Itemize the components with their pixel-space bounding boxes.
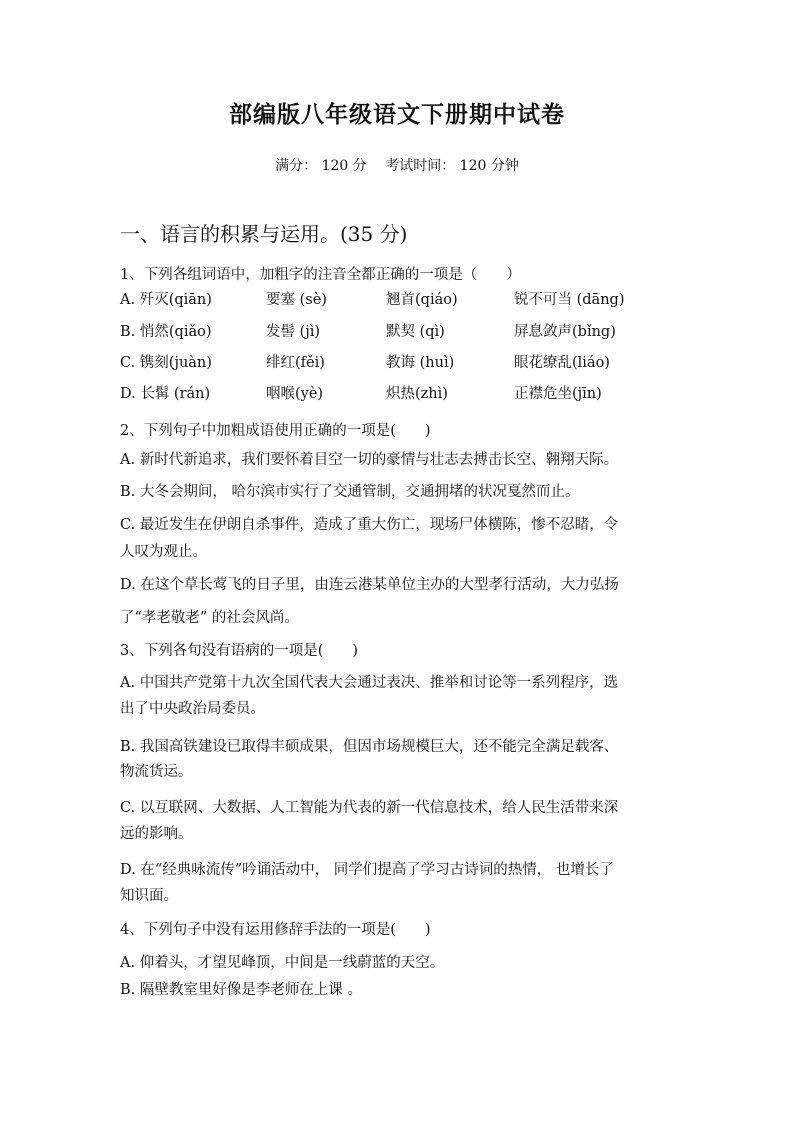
q1-option-word: 镌刻(juàn) bbox=[139, 355, 212, 371]
q1-option-a-word-4: 锐不可当 (dāng) bbox=[514, 292, 625, 308]
q1-option-label: B. bbox=[120, 324, 136, 340]
q3-option-c-line1: C. 以互联网、大数据、人工智能为代表的新一代信息技术，给人民生活带来深 bbox=[120, 800, 619, 816]
q4-option-a: A. 仰着头，才望见峰顶，中间是一线蔚蓝的天空。 bbox=[120, 955, 445, 971]
q1-option-label: C. bbox=[120, 355, 136, 371]
q2-option-a: A. 新时代新追求，我们要怀着目空一切的豪情与壮志去搏击长空、翱翔天际。 bbox=[120, 452, 619, 468]
q3-option-a-line1: A. 中国共产党第十九次全国代表大会通过表决、推举和讨论等一系列程序，选 bbox=[120, 675, 619, 691]
q3-option-d-line2: 知识面。 bbox=[120, 888, 178, 904]
exam-time: 考试时间： 120 分钟 bbox=[385, 158, 519, 174]
q1-option-a-word-1 bbox=[120, 288, 212, 309]
q3-option-b-line1: B. 我国高铁建设已取得丰硕成果，但因市场规模巨大，还不能完全满足载客、 bbox=[120, 739, 619, 755]
q1-option-d-word-4: 正襟危坐(jīn) bbox=[514, 386, 602, 402]
q2-option-c-line2: 人叹为观止。 bbox=[120, 544, 207, 560]
q1-option-c-word-1 bbox=[120, 351, 212, 372]
q1-option-c-word-3: 教诲 (huì) bbox=[386, 355, 455, 371]
section-heading: 一、语言的积累与运用。(35 分) bbox=[120, 222, 408, 246]
q1-option-b-word-3: 默契 (qì) bbox=[386, 324, 445, 340]
q3-option-d-line1: D. 在“经典咏流传”吟诵活动中， 同学们提高了学习古诗词的热情， 也增长了 bbox=[120, 862, 614, 878]
q2-option-d-line2: 了“孝老敬老” 的社会风尚。 bbox=[120, 610, 299, 626]
exam-meta bbox=[0, 155, 794, 175]
q2-option-d-line1: D. 在这个草长莺飞的日子里，由连云港某单位主办的大型孝行活动，大力弘扬 bbox=[120, 577, 619, 593]
full-score: 满分： 120 分 bbox=[275, 158, 367, 174]
q1-option-c-word-4: 眼花缭乱(liáo) bbox=[514, 355, 610, 371]
q2-stem: 2、下列句子中加粗成语使用正确的一项是( ) bbox=[120, 423, 431, 439]
q1-option-word: 悄然(qiǎo) bbox=[139, 324, 212, 340]
q1-option-a-word-3: 翘首(qiáo) bbox=[386, 292, 458, 308]
q3-option-c-line2: 远的影响。 bbox=[120, 826, 193, 842]
q1-option-a-word-2: 要塞 (sè) bbox=[266, 292, 327, 308]
q1-option-b-word-4: 屏息敛声(bǐng) bbox=[514, 324, 616, 340]
q3-option-a-line2: 出了中央政治局委员。 bbox=[120, 701, 265, 717]
q4-option-b: B. 隔壁教室里好像是李老师在上课 。 bbox=[120, 982, 362, 998]
q4-stem: 4、下列句子中没有运用修辞手法的一项是( ) bbox=[120, 922, 431, 938]
q1-option-d-word-3: 炽热(zhì) bbox=[386, 386, 448, 402]
q1-option-c-word-2: 绯红(fěi) bbox=[266, 355, 325, 371]
q1-stem: 1、下列各组词语中，加粗字的注音全都正确的一项是（ ） bbox=[120, 267, 521, 283]
q1-option-b-word-1 bbox=[120, 320, 211, 341]
q1-option-word: 长髯 (rán) bbox=[140, 386, 211, 402]
q3-stem: 3、下列各句没有语病的一项是( ) bbox=[120, 643, 359, 659]
q1-option-label: D. bbox=[120, 386, 136, 402]
q1-option-d-word-2: 咽喉(yè) bbox=[266, 386, 324, 402]
q1-option-word: 歼灭(qiān) bbox=[139, 292, 212, 308]
q1-option-d-word-1 bbox=[120, 382, 210, 403]
page-title: 部编版八年级语文下册期中试卷 bbox=[229, 102, 565, 128]
q2-option-c-line1: C. 最近发生在伊朗自杀事件，造成了重大伤亡，现场尸体横陈，惨不忍睹，令 bbox=[120, 517, 619, 533]
q3-option-b-line2: 物流货运。 bbox=[120, 764, 193, 780]
q1-option-label: A. bbox=[120, 292, 136, 308]
q2-option-b: B. 大冬会期间， 哈尔滨市实行了交通管制，交通拥堵的状况戛然而止。 bbox=[120, 484, 580, 500]
q1-option-b-word-2: 发髻 (jì) bbox=[266, 324, 321, 340]
